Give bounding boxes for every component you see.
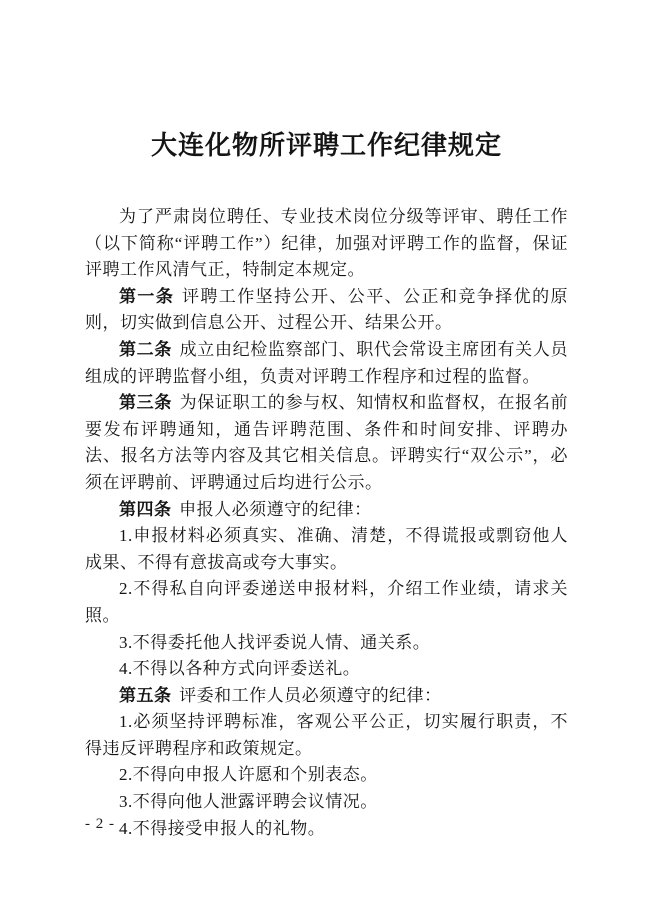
article-paragraph-5 (85, 683, 568, 710)
paragraph-text: 评委和工作人员必须遵守的纪律： (179, 685, 442, 705)
article-label: 第一条 (119, 286, 175, 306)
paragraph-text: 为了严肃岗位聘任、专业技术岗位分级等评审、聘任工作（以下简称“评聘工作”）纪律，加强对评聘工作的监督，保证评聘工作风清气正，特制定本规定。 (85, 207, 568, 280)
paragraph-text: 3.不得向他人泄露评聘会议情况。 (119, 792, 378, 812)
article-paragraph-3 (85, 390, 568, 496)
paragraph-text: 为保证职工的参与权、知情权和监督权，在报名前要发布评聘通知，通告评聘范围、条件和时间安排、评聘办法、报名方法等内容及其它相关信息。评聘实行“双公示”，必须在评聘前、评聘通过后均进行公示。 (85, 393, 569, 492)
article-paragraph-4 (85, 497, 568, 524)
page-title: 大连化物所评聘工作纪律规定 (150, 131, 502, 160)
article-label: 第二条 (119, 339, 172, 359)
page-number: - 2 - (85, 816, 115, 832)
list-item (85, 762, 568, 789)
paragraph-intro (85, 204, 568, 284)
paragraph-text: 成立由纪检监察部门、职代会常设主席团有关人员组成的评聘监督小组，负责对评聘工作程序和过程的监督。 (85, 339, 569, 386)
paragraph-text: 4.不得接受申报人的礼物。 (119, 818, 326, 838)
paragraph-text: 1.申报材料必须真实、准确、清楚，不得谎报或剽窃他人成果、不得有意拔高或夸大事实。 (85, 526, 568, 572)
paragraph-text: 评聘工作坚持公开、公平、公正和竞争择优的原则，切实做到信息公开、过程公开、结果公开。 (85, 286, 569, 333)
paragraph-text: 2.不得向申报人许愿和个别表态。 (119, 765, 378, 785)
paragraph-text: 申报人必须遵守的纪律： (179, 499, 372, 519)
article-label: 第五条 (119, 685, 172, 705)
list-item (85, 630, 568, 657)
paragraph-text: 3.不得委托他人找评委说人情、通关系。 (119, 632, 431, 652)
article-paragraph-1 (85, 284, 568, 337)
document-body (85, 204, 568, 842)
list-item (85, 656, 568, 683)
list-item (85, 523, 568, 576)
list-item (85, 709, 568, 762)
list-item (85, 789, 568, 816)
article-label: 第三条 (119, 393, 172, 413)
article-paragraph-2 (85, 337, 568, 390)
list-item (85, 816, 568, 843)
paragraph-text: 1.必须坚持评聘标准，客观公平公正，切实履行职责，不得违反评聘程序和政策规定。 (85, 712, 568, 758)
article-label: 第四条 (119, 499, 172, 519)
paragraph-text: 4.不得以各种方式向评委送礼。 (119, 659, 361, 679)
list-item (85, 576, 568, 629)
paragraph-text: 2.不得私自向评委递送申报材料，介绍工作业绩，请求关照。 (85, 579, 568, 625)
